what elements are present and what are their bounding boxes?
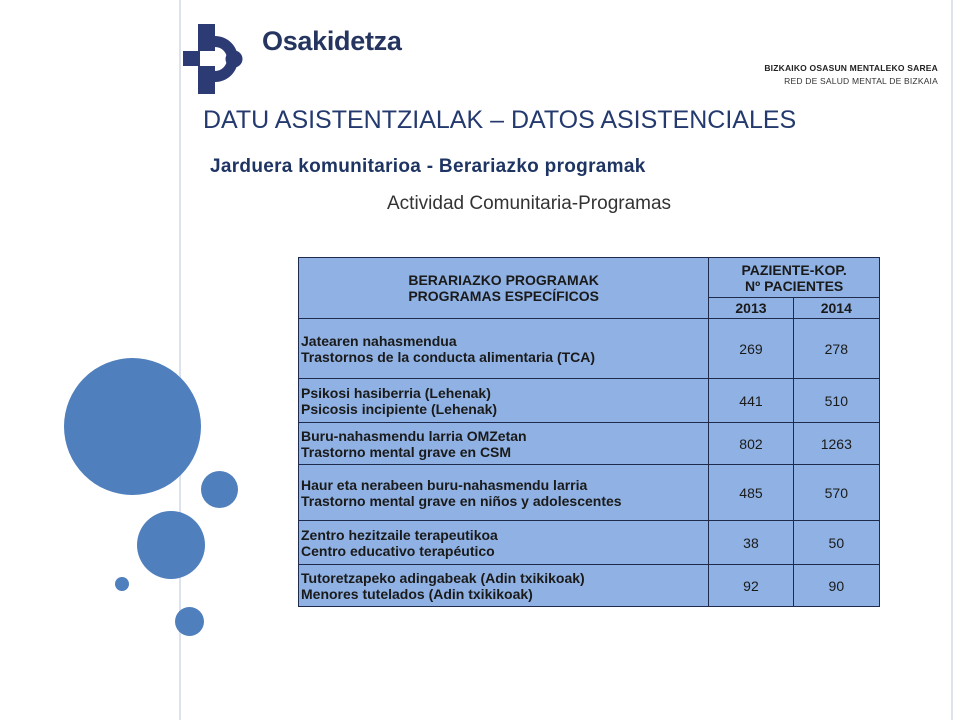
table-row — [299, 521, 880, 565]
value-2014: 1263 — [793, 423, 879, 465]
table-row — [299, 565, 880, 607]
table-header-patients: PAZIENTE-KOP. Nº PACIENTES — [709, 258, 880, 298]
value-2014: 510 — [793, 379, 879, 423]
program-name: Jatearen nahasmendua Trastornos de la conducta alimentaria (TCA) — [299, 319, 709, 379]
table-header-programs: BERARIAZKO PROGRAMAK PROGRAMAS ESPECÍFICOS — [299, 258, 709, 319]
section-subtitle-spanish: Actividad Comunitaria-Programas — [387, 193, 672, 214]
value-2014: 278 — [793, 319, 879, 379]
table-row — [299, 423, 880, 465]
osakidetza-logo-icon — [183, 24, 247, 94]
program-name: Haur eta nerabeen buru-nahasmendu larria Trastorno mental grave en niños y adolescentes — [299, 465, 709, 521]
program-name: Zentro hezitzaile terapeutikoa Centro educativo terapéutico — [299, 521, 709, 565]
decorative-circle — [115, 577, 129, 591]
table-row — [299, 465, 880, 521]
decorative-circle — [137, 511, 205, 579]
value-2013: 92 — [709, 565, 793, 607]
table-header-year: 2013 — [709, 298, 793, 319]
section-subtitle: Jarduera komunitarioa - Berariazko programak — [210, 156, 646, 177]
value-2013: 802 — [709, 423, 793, 465]
programs-table — [298, 257, 880, 607]
org-name-spanish: RED DE SALUD MENTAL DE BIZKAIA — [784, 76, 938, 86]
decorative-circle — [175, 607, 204, 636]
value-2014: 90 — [793, 565, 879, 607]
value-2013: 38 — [709, 521, 793, 565]
table-header-year: 2014 — [793, 298, 879, 319]
table-row — [299, 379, 880, 423]
value-2013: 485 — [709, 465, 793, 521]
decorative-circle — [201, 471, 238, 508]
page-title: DATU ASISTENTZIALAK – DATOS ASISTENCIALES — [203, 106, 797, 134]
org-name-basque: BIZKAIKO OSASUN MENTALEKO SAREA — [764, 63, 938, 73]
value-2014: 570 — [793, 465, 879, 521]
logo-text: Osakidetza — [262, 26, 402, 56]
program-name: Tutoretzapeko adingabeak (Adin txikikoak) Menores tutelados (Adin txikikoak) — [299, 565, 709, 607]
value-2013: 269 — [709, 319, 793, 379]
decorative-line — [951, 0, 953, 720]
decorative-circle — [64, 358, 201, 495]
program-name: Buru-nahasmendu larria OMZetan Trastorno mental grave en CSM — [299, 423, 709, 465]
value-2014: 50 — [793, 521, 879, 565]
table-row — [299, 319, 880, 379]
value-2013: 441 — [709, 379, 793, 423]
program-name: Psikosi hasiberria (Lehenak) Psicosis incipiente (Lehenak) — [299, 379, 709, 423]
